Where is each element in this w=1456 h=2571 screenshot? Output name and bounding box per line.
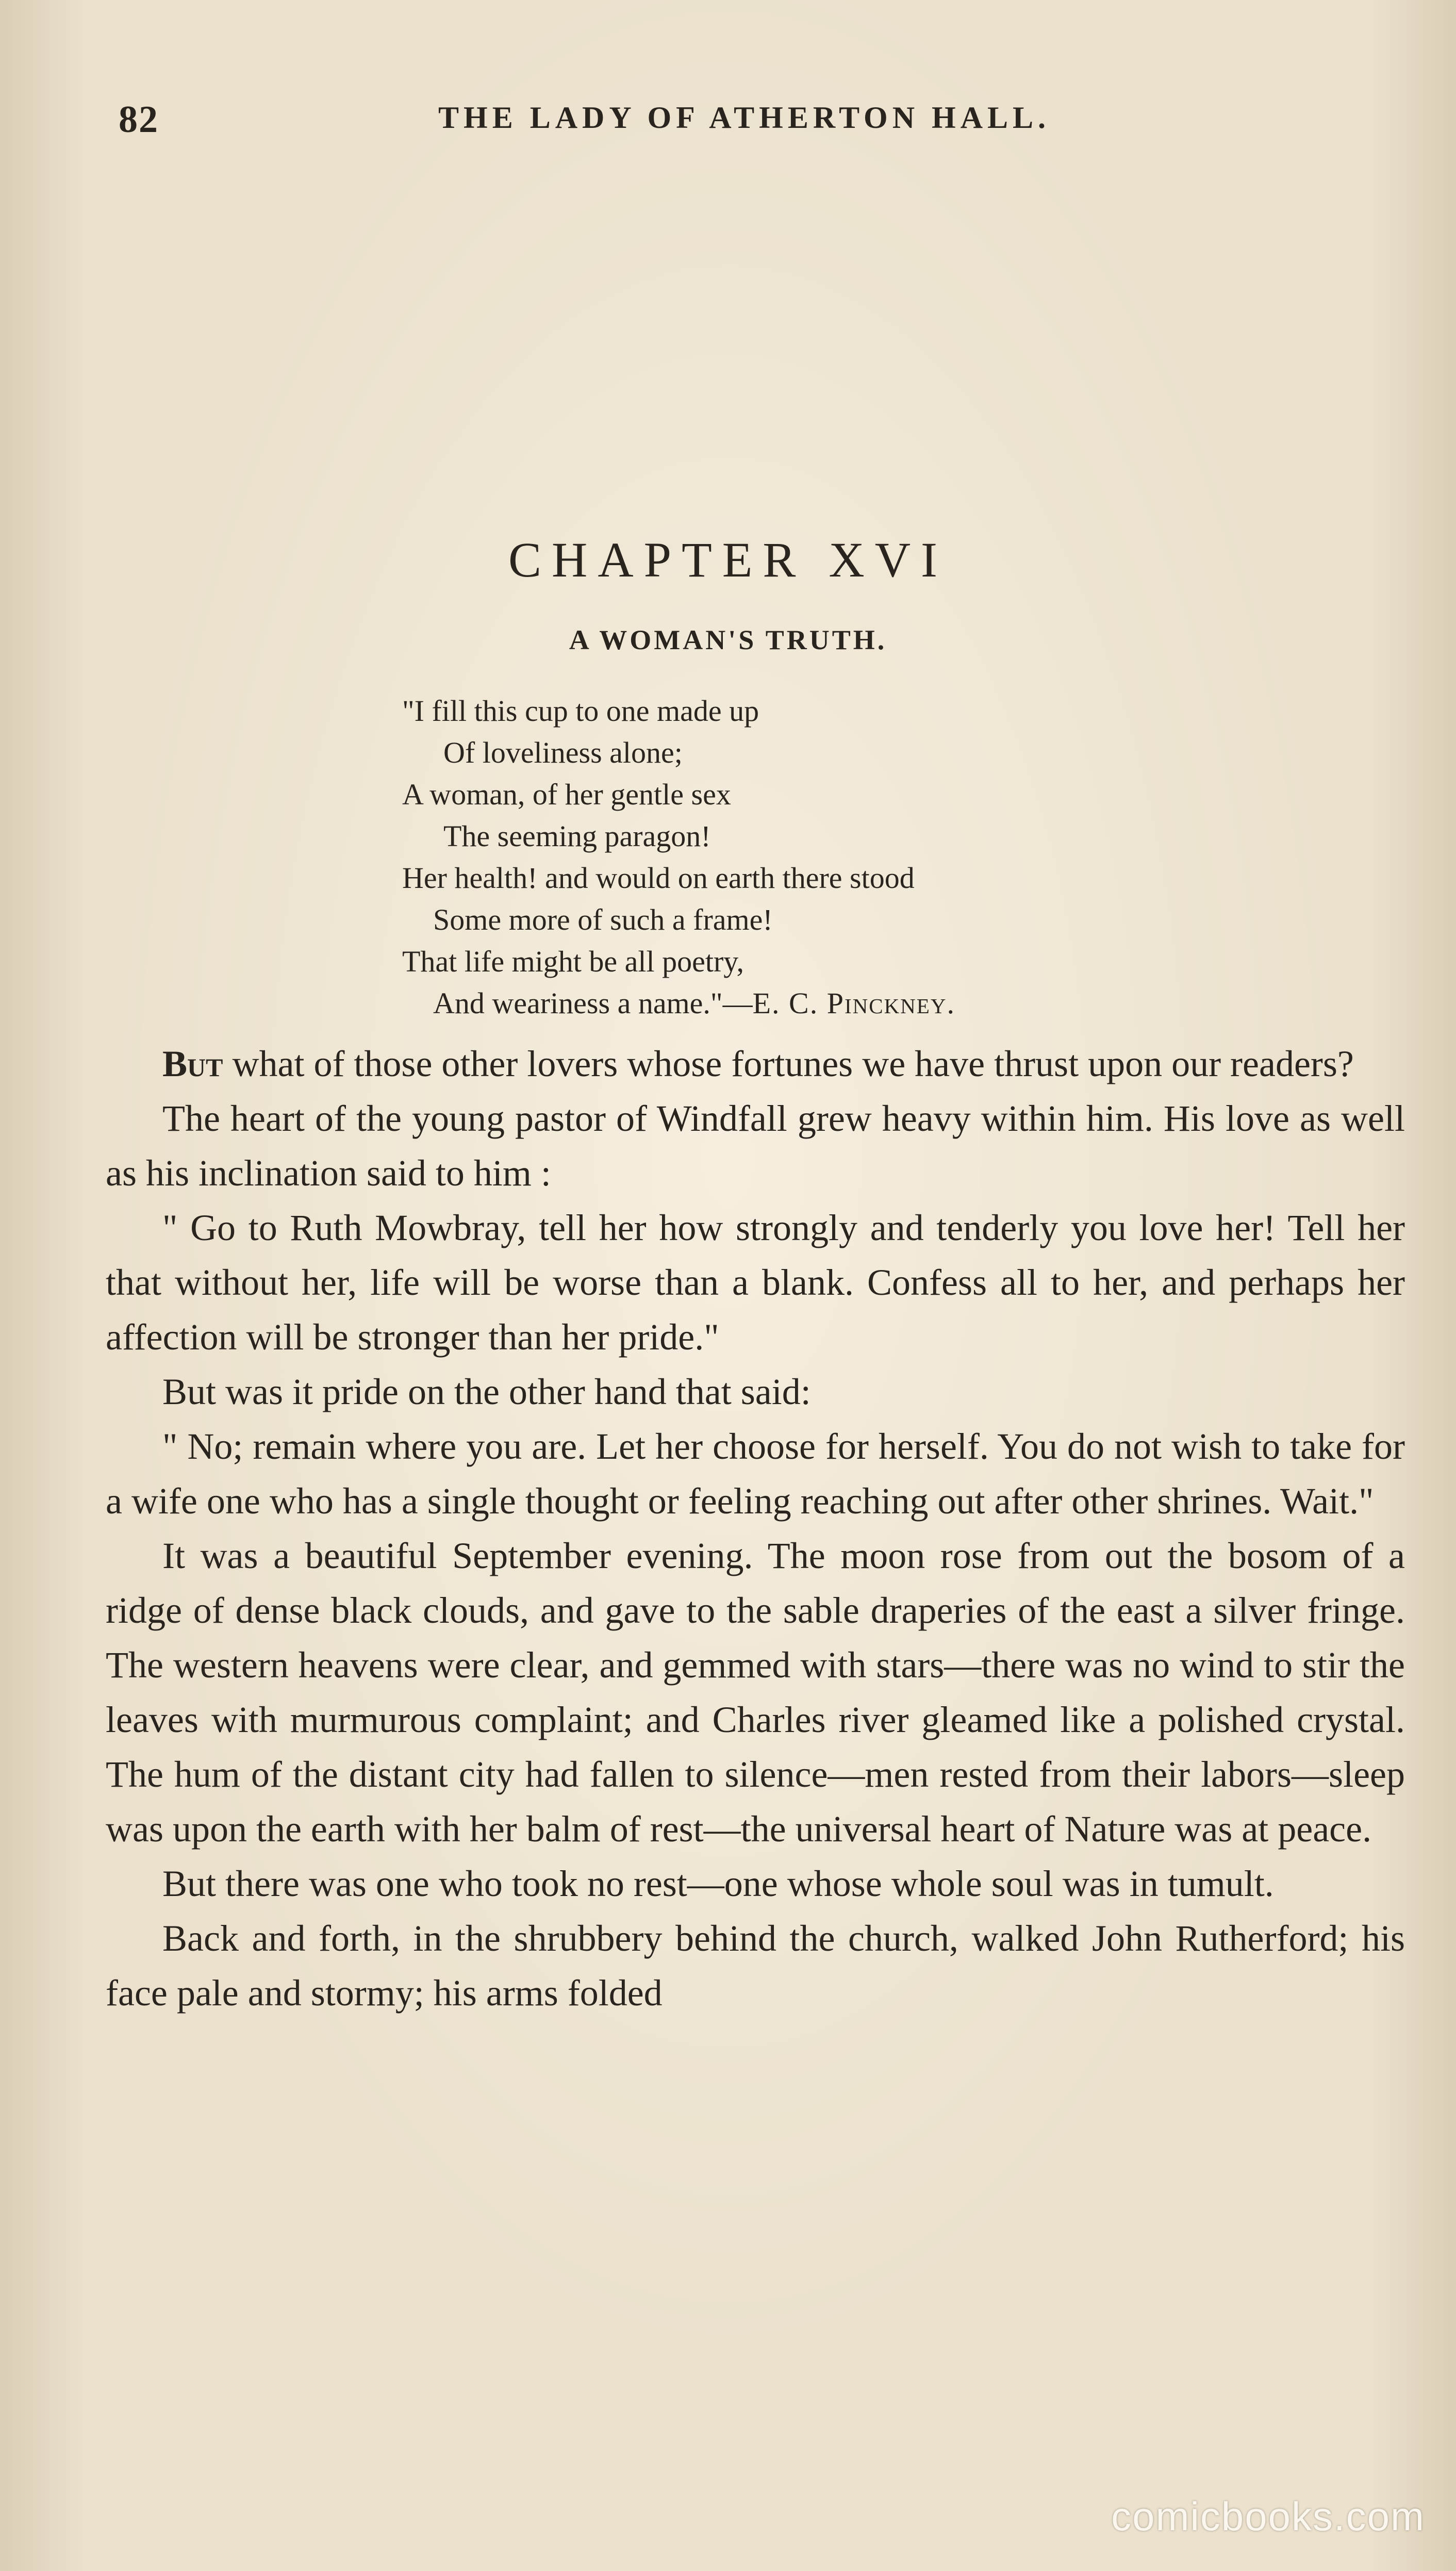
chapter-title: CHAPTER XVI [508, 532, 948, 587]
epigraph-attribution-line [402, 982, 1289, 1024]
paragraph-lead-word: But [162, 1043, 223, 1084]
paragraph [106, 1036, 1405, 1091]
paragraph: " No; remain where you are. Let her choose for herself. You do not wish to take for a wife one who has a single thought or feeling reaching out after other shrines. Wait." [106, 1426, 1405, 1522]
paragraph: The heart of the young pastor of Windfall grew heavy within him. His love as well as his inclination said to him : [106, 1098, 1405, 1194]
epigraph-attribution: E. C. Pinckney. [752, 986, 955, 1020]
epigraph-line: That life might be all poetry, [402, 945, 744, 978]
page-header [119, 88, 1418, 150]
paragraph: It was a beautiful September evening. The moon rose from out the bosom of a ridge of dense black clouds, and gave to the sable draperies of the east a silver fringe. The western heavens were clear, and gemmed with stars—there was no wind to stir the leaves with murmurous complaint; and Charles river gleamed like a polished crystal. The hum of the distant city had fallen to silence—men rested from their labors—sleep was upon the earth with her balm of rest—the universal heart of Nature was at peace. [106, 1535, 1405, 1850]
chapter-subtitle: A WOMAN'S TRUTH. [569, 624, 887, 655]
body-text [106, 1036, 1405, 2020]
paragraph-text: what of those other lovers whose fortunes we have thrust upon our readers? [223, 1043, 1354, 1084]
paragraph: " Go to Ruth Mowbray, tell her how strongly and tenderly you love her! Tell her that without her, life will be worse than a blank. Confess all to her, and perhaps her affection will be stronger than her pride." [106, 1207, 1405, 1358]
epigraph-line: Her health! and would on earth there stood [402, 861, 915, 895]
epigraph-line: Of loveliness alone; [443, 736, 683, 769]
page-number: 82 [119, 98, 159, 141]
watermark: comicbooks.com [1111, 2494, 1425, 2539]
epigraph-line: A woman, of her gentle sex [402, 778, 731, 811]
epigraph-line: The seeming paragon! [443, 819, 711, 853]
paragraph: Back and forth, in the shrubbery behind the church, walked John Rutherford; his face pale and stormy; his arms folded [106, 1918, 1405, 2014]
paragraph: But there was one who took no rest—one whose whole soul was in tumult. [162, 1863, 1274, 1904]
epigraph-line: Some more of such a frame! [433, 903, 773, 936]
epigraph-line: And weariness a name."— [433, 986, 753, 1020]
epigraph-line: "I fill this cup to one made up [402, 694, 759, 728]
epigraph [402, 690, 1289, 1024]
running-head: THE LADY OF ATHERTON HALL. [438, 101, 1051, 135]
paragraph: But was it pride on the other hand that said: [162, 1371, 811, 1412]
